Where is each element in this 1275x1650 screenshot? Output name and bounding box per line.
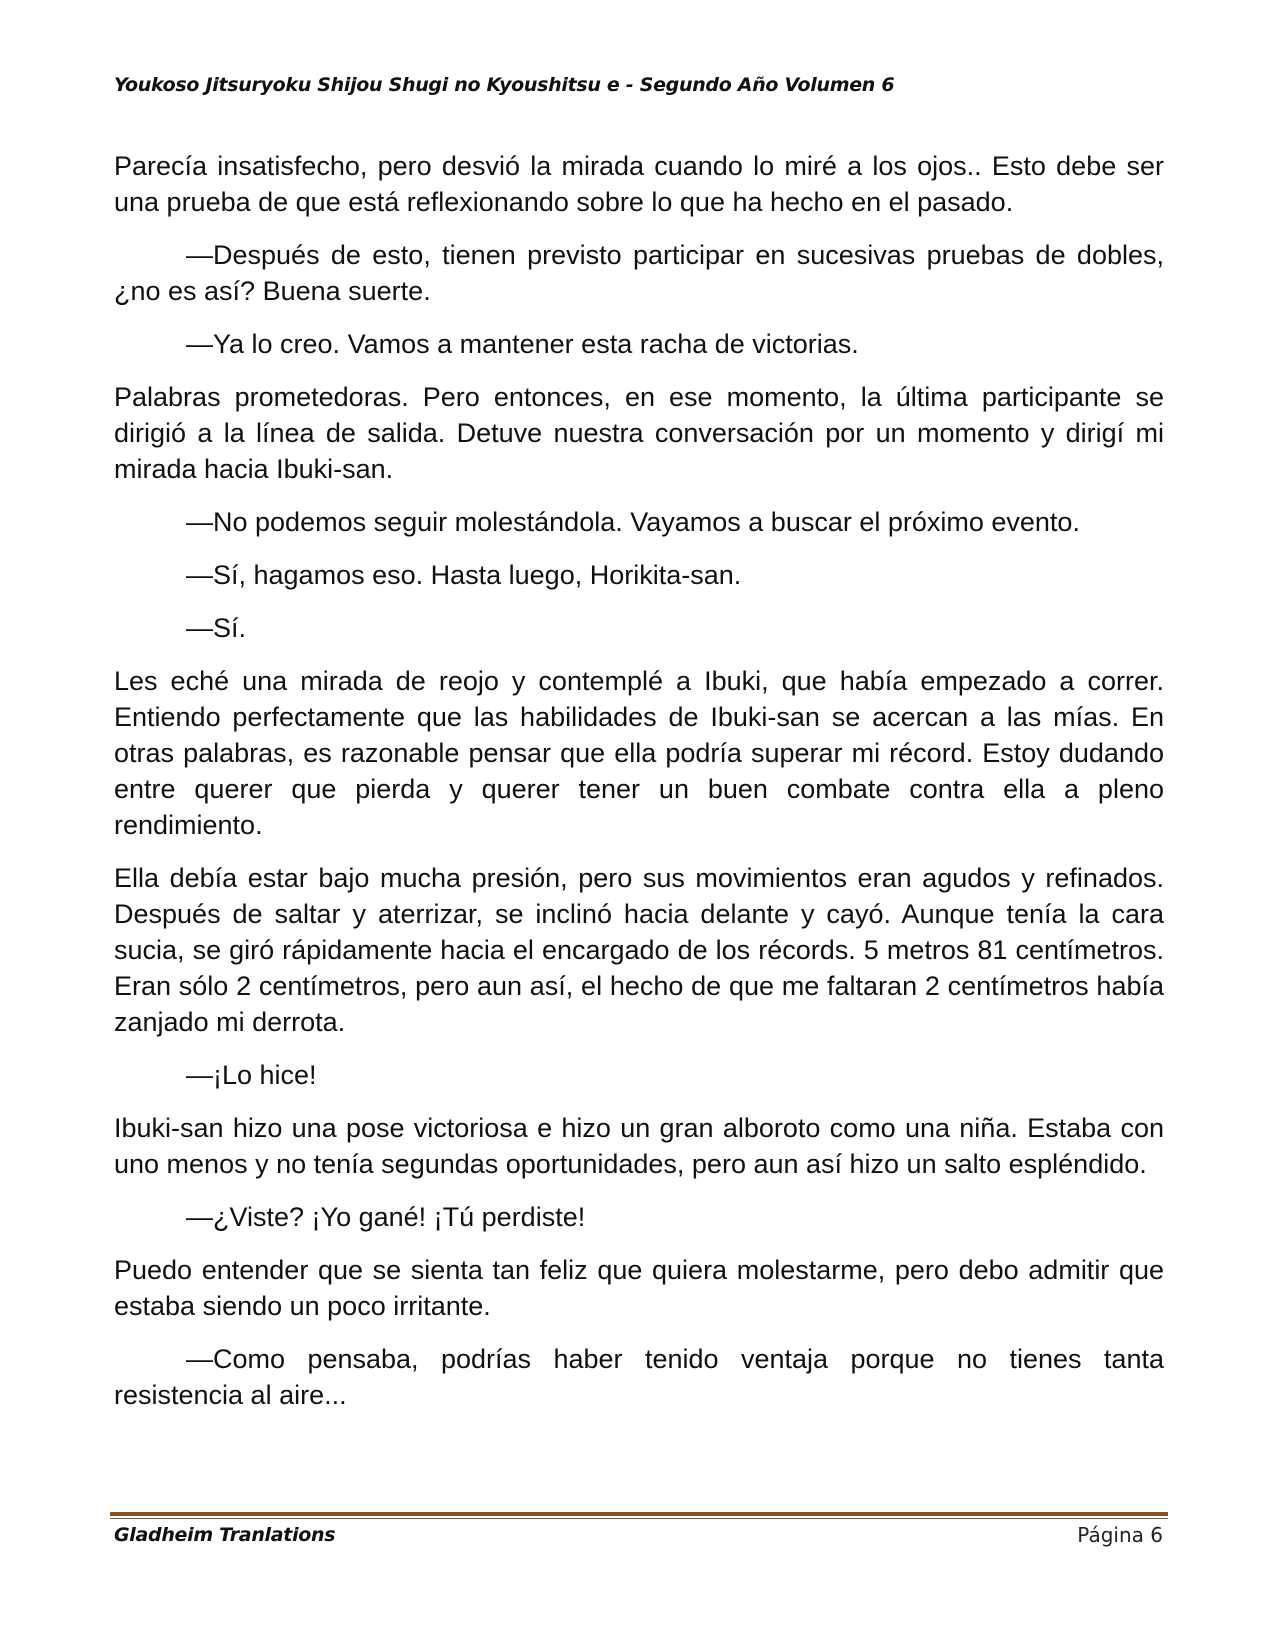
narration-paragraph: Les eché una mirada de reojo y contemplé a Ibuki, que había empezado a correr. Entiendo perfectamente que las habilidades de Ibuki-san se acercan a las mías. En otras palabras, es razonable pensar que ella podría superar mi récord. Estoy dudando entre querer que pierda y querer tener un buen combate contra ella a pleno rendimiento. bbox=[114, 666, 1164, 840]
narration-paragraph: Ibuki-san hizo una pose victoriosa e hizo un gran alboroto como una niña. Estaba con uno menos y no tenía segundas oportunidades, pero aun así hizo un salto espléndido. bbox=[114, 1113, 1164, 1179]
dialogue-line: —Sí. bbox=[186, 613, 247, 643]
page-number: 6 bbox=[1150, 1523, 1163, 1547]
page-number-label bbox=[1077, 1523, 1163, 1547]
footer-publisher: Gladheim Tranlations bbox=[114, 1524, 336, 1546]
dialogue-line: —Sí, hagamos eso. Hasta luego, Horikita-san. bbox=[186, 560, 742, 590]
dialogue-line: —Después de esto, tienen previsto participar en sucesivas pruebas de dobles, ¿no es así? Buena suerte. bbox=[114, 240, 1164, 306]
narration-paragraph: Palabras prometedoras. Pero entonces, en ese momento, la última participante se dirigió a la línea de salida. Detuve nuestra conversación por un momento y dirigí mi mirada hacia Ibuki-san. bbox=[114, 382, 1164, 484]
narration-paragraph: Ella debía estar bajo mucha presión, pero sus movimientos eran agudos y refinados. Después de saltar y aterrizar, se inclinó hacia delante y cayó. Aunque tenía la cara sucia, se giró rápidamente hacia el encargado de los récords. 5 metros 81 centímetros. Eran sólo 2 centímetros, pero aun así, el hecho de que me faltaran 2 centímetros había zanjado mi derrota. bbox=[114, 863, 1164, 1037]
narration-paragraph: Parecía insatisfecho, pero desvió la mirada cuando lo miré a los ojos.. Esto debe ser una prueba de que está reflexionando sobre lo que ha hecho en el pasado. bbox=[114, 151, 1164, 217]
dialogue-line: —Ya lo creo. Vamos a mantener esta racha de victorias. bbox=[186, 329, 859, 359]
footer-divider bbox=[110, 1512, 1168, 1519]
dialogue-line: —No podemos seguir molestándola. Vayamos a buscar el próximo evento. bbox=[186, 507, 1080, 537]
page-label: Página bbox=[1077, 1523, 1144, 1547]
page-header-title: Youkoso Jitsuryoku Shijou Shugi no Kyoushitsu e - Segundo Año Volumen 6 bbox=[114, 74, 895, 96]
dialogue-line: —¿Viste? ¡Yo gané! ¡Tú perdiste! bbox=[186, 1202, 586, 1232]
dialogue-line: —Como pensaba, podrías haber tenido ventaja porque no tienes tanta resistencia al aire... bbox=[114, 1344, 1164, 1410]
narration-paragraph: Puedo entender que se sienta tan feliz que quiera molestarme, pero debo admitir que estaba siendo un poco irritante. bbox=[114, 1255, 1164, 1321]
dialogue-line: —¡Lo hice! bbox=[186, 1060, 317, 1090]
page-body bbox=[114, 148, 1164, 1430]
